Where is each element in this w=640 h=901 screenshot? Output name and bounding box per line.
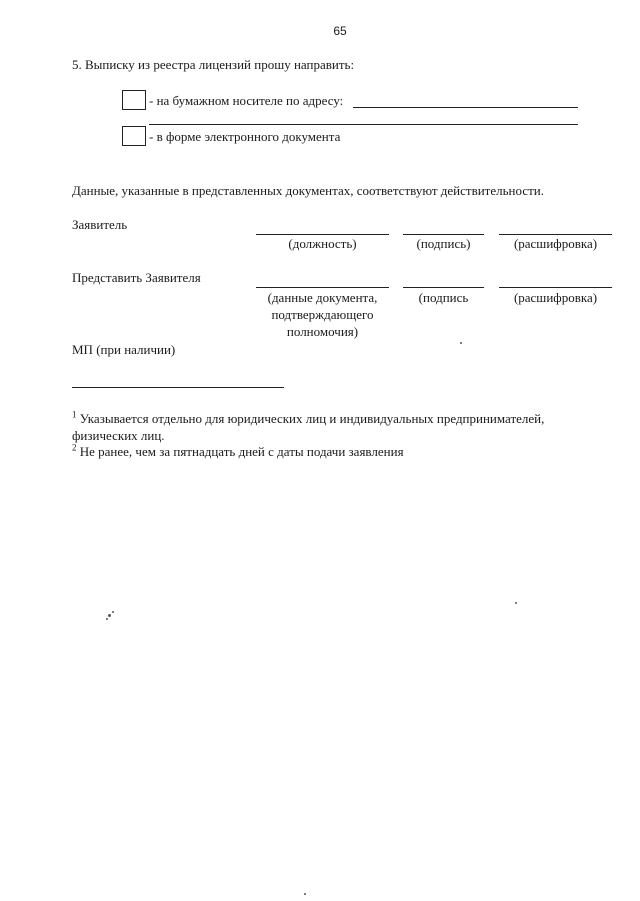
representative-document-caption-2: подтверждающего (271, 307, 374, 322)
paper-option-checkbox[interactable] (122, 90, 146, 110)
electronic-option-label: - в форме электронного документа (149, 129, 341, 144)
applicant-signature-caption: (подпись) (416, 236, 471, 251)
scan-speck (460, 342, 462, 344)
address-line-2[interactable] (149, 124, 578, 125)
representative-name-line[interactable] (499, 287, 612, 288)
footnote-1-text-line2: физических лиц. (72, 428, 165, 443)
scan-speck (304, 893, 306, 895)
seal-line[interactable] (72, 387, 284, 388)
representative-name-caption: (расшифровка) (513, 290, 598, 305)
electronic-option-checkbox[interactable] (122, 126, 146, 146)
scan-speck (106, 618, 108, 620)
footnote-1-text-line1: Указывается отдельно для юридических лиц и индивидуальных предпринимателей, (79, 411, 545, 426)
applicant-name-line[interactable] (499, 234, 612, 235)
applicant-name-caption: (расшифровка) (513, 236, 598, 251)
scan-speck (515, 602, 517, 604)
representative-signature-caption: (подпись (418, 290, 469, 305)
footnote-2 (72, 444, 404, 460)
scan-speck (112, 611, 114, 613)
declaration-text: Данные, указанные в представленных документах, соответствуют действительности. (72, 183, 544, 198)
applicant-position-line[interactable] (256, 234, 389, 235)
address-line-1[interactable] (353, 107, 578, 108)
footnote-1 (72, 411, 544, 427)
seal-label: МП (при наличии) (72, 342, 176, 357)
applicant-position-caption: (должность) (288, 236, 357, 251)
footnote-2-text: Не ранее, чем за пятнадцать дней с даты подачи заявления (79, 444, 404, 459)
representative-document-caption-3: полномочия) (286, 324, 359, 339)
paper-option-label: - на бумажном носителе по адресу: (149, 93, 344, 108)
footnote-1-mark: 1 (72, 409, 77, 420)
representative-document-line[interactable] (256, 287, 389, 288)
section-heading: 5. Выписку из реестра лицензий прошу направить: (72, 57, 355, 72)
page-number: 65 (333, 24, 347, 38)
representative-signature-line[interactable] (403, 287, 484, 288)
applicant-label: Заявитель (72, 217, 128, 232)
applicant-signature-line[interactable] (403, 234, 484, 235)
scan-speck (108, 614, 111, 617)
representative-document-caption-1: (данные документа, (267, 290, 378, 305)
footnote-2-mark: 2 (72, 442, 77, 453)
representative-label: Представить Заявителя (72, 270, 201, 285)
